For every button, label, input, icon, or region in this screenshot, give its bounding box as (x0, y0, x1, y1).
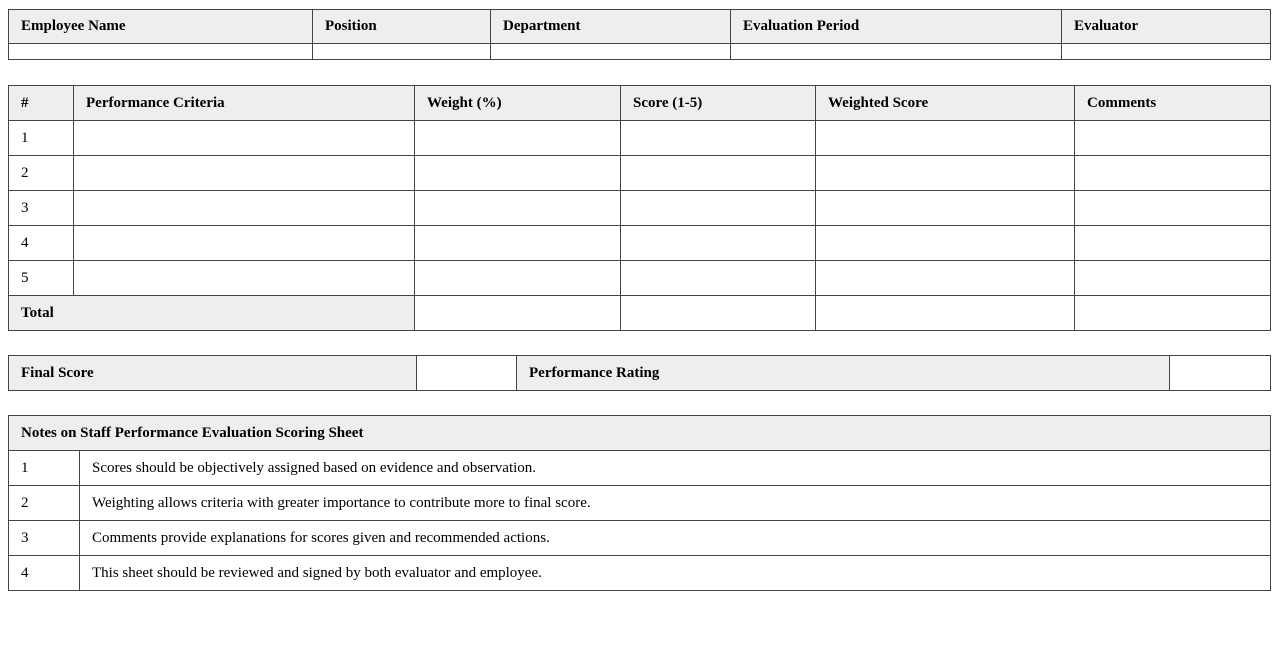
weighted-score-header: Weighted Score (816, 86, 1075, 121)
weight-cell[interactable] (415, 191, 621, 226)
row-number: 1 (9, 121, 74, 156)
weighted-score-cell[interactable] (816, 121, 1075, 156)
department-cell[interactable] (491, 44, 731, 60)
department-header: Department (491, 10, 731, 44)
criteria-header-row (9, 86, 1271, 121)
note-text: Scores should be objectively assigned based on evidence and observation. (80, 451, 1271, 486)
comments-header: Comments (1075, 86, 1271, 121)
comments-cell[interactable] (1075, 261, 1271, 296)
performance-rating-label: Performance Rating (517, 356, 1170, 391)
final-score-label: Final Score (9, 356, 417, 391)
position-header: Position (313, 10, 491, 44)
weight-header: Weight (%) (415, 86, 621, 121)
weighted-score-cell[interactable] (816, 191, 1075, 226)
notes-title-row (9, 416, 1271, 451)
criteria-cell[interactable] (74, 156, 415, 191)
note-number: 3 (9, 521, 80, 556)
comments-cell[interactable] (1075, 226, 1271, 261)
note-text: Weighting allows criteria with greater importance to contribute more to final score. (80, 486, 1271, 521)
table-row (9, 121, 1271, 156)
note-number: 1 (9, 451, 80, 486)
note-text: This sheet should be reviewed and signed by both evaluator and employee. (80, 556, 1271, 591)
list-item (9, 556, 1271, 591)
employee-name-cell[interactable] (9, 44, 313, 60)
notes-table (8, 415, 1271, 591)
score-cell[interactable] (621, 226, 816, 261)
weighted-score-cell[interactable] (816, 261, 1075, 296)
info-value-row (9, 44, 1271, 60)
table-row (9, 156, 1271, 191)
score-cell[interactable] (621, 121, 816, 156)
list-item (9, 486, 1271, 521)
performance-criteria-header: Performance Criteria (74, 86, 415, 121)
row-number: 2 (9, 156, 74, 191)
score-cell[interactable] (621, 261, 816, 296)
employee-info-table (8, 9, 1271, 60)
criteria-cell[interactable] (74, 121, 415, 156)
evaluation-period-header: Evaluation Period (731, 10, 1062, 44)
summary-row (9, 356, 1271, 391)
criteria-cell[interactable] (74, 261, 415, 296)
row-number: 3 (9, 191, 74, 226)
final-score-value[interactable] (417, 356, 517, 391)
summary-table (8, 355, 1271, 391)
number-header: # (9, 86, 74, 121)
weight-cell[interactable] (415, 261, 621, 296)
list-item (9, 521, 1271, 556)
row-number: 5 (9, 261, 74, 296)
criteria-cell[interactable] (74, 191, 415, 226)
performance-criteria-table (8, 85, 1271, 331)
weight-cell[interactable] (415, 121, 621, 156)
score-cell[interactable] (621, 191, 816, 226)
performance-rating-value[interactable] (1170, 356, 1271, 391)
table-row (9, 226, 1271, 261)
evaluator-cell[interactable] (1062, 44, 1271, 60)
criteria-cell[interactable] (74, 226, 415, 261)
comments-cell[interactable] (1075, 156, 1271, 191)
position-cell[interactable] (313, 44, 491, 60)
score-header: Score (1-5) (621, 86, 816, 121)
list-item (9, 451, 1271, 486)
notes-title: Notes on Staff Performance Evaluation Scoring Sheet (9, 416, 1271, 451)
evaluator-header: Evaluator (1062, 10, 1271, 44)
table-row (9, 191, 1271, 226)
weighted-score-cell[interactable] (816, 156, 1075, 191)
employee-name-header: Employee Name (9, 10, 313, 44)
weighted-score-cell[interactable] (816, 226, 1075, 261)
evaluation-period-cell[interactable] (731, 44, 1062, 60)
weight-cell[interactable] (415, 226, 621, 261)
total-label: Total (9, 296, 415, 331)
total-row (9, 296, 1271, 331)
note-number: 4 (9, 556, 80, 591)
total-weight-cell[interactable] (415, 296, 621, 331)
total-weighted-score-cell[interactable] (816, 296, 1075, 331)
note-number: 2 (9, 486, 80, 521)
comments-cell[interactable] (1075, 191, 1271, 226)
weight-cell[interactable] (415, 156, 621, 191)
total-score-cell[interactable] (621, 296, 816, 331)
row-number: 4 (9, 226, 74, 261)
total-comments-cell[interactable] (1075, 296, 1271, 331)
info-header-row (9, 10, 1271, 44)
table-row (9, 261, 1271, 296)
note-text: Comments provide explanations for scores given and recommended actions. (80, 521, 1271, 556)
comments-cell[interactable] (1075, 121, 1271, 156)
score-cell[interactable] (621, 156, 816, 191)
